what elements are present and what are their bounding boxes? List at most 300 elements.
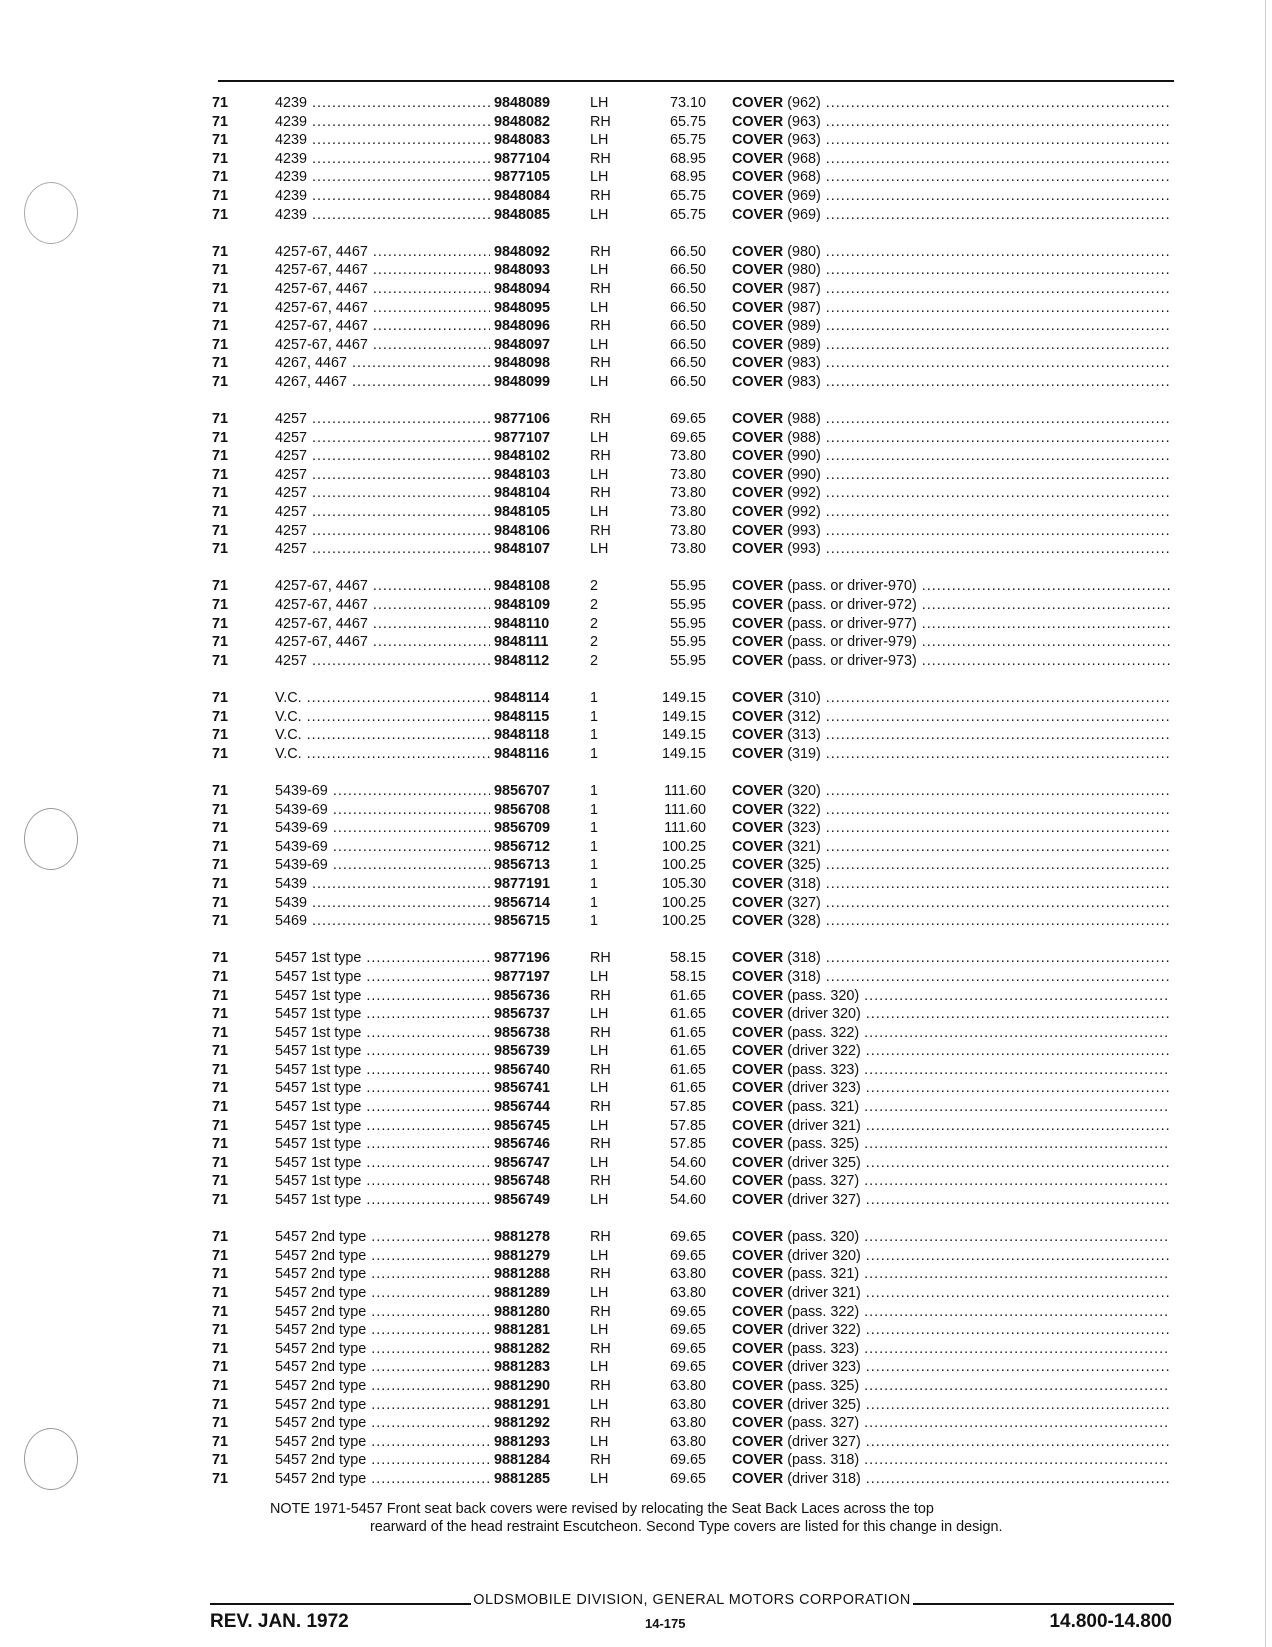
part-number: 9881289 bbox=[492, 1284, 584, 1303]
part-description bbox=[732, 299, 1170, 318]
side-or-quantity: 1 bbox=[590, 875, 599, 892]
body-style: 4239 ..... bbox=[275, 131, 490, 150]
part-description bbox=[732, 1042, 1170, 1061]
list-price: 66.50 bbox=[669, 262, 706, 279]
part-description bbox=[732, 503, 1170, 522]
part-description bbox=[732, 894, 1170, 913]
body-style: 4257-67, 4467 ..... bbox=[275, 633, 490, 652]
body-style: V.C. ..... bbox=[275, 726, 490, 745]
part-number: 9848097 bbox=[492, 336, 584, 355]
model-year: 71 bbox=[212, 411, 229, 428]
list-price: 69.65 bbox=[669, 1470, 706, 1487]
side-or-quantity: RH bbox=[590, 150, 611, 167]
part-number: 9856739 bbox=[492, 1042, 584, 1061]
body-style: 4257 ..... bbox=[275, 522, 490, 541]
part-description bbox=[732, 1358, 1170, 1377]
model-year: 71 bbox=[212, 1340, 229, 1357]
body-style: 5457 1st type ..... bbox=[275, 968, 490, 987]
body-style: 4257 ..... bbox=[275, 466, 490, 485]
list-price: 63.80 bbox=[669, 1396, 706, 1413]
side-or-quantity: RH bbox=[590, 1099, 611, 1116]
table-row bbox=[0, 1358, 1272, 1377]
group-spacer bbox=[0, 763, 1272, 782]
list-price: 149.15 bbox=[661, 708, 706, 725]
table-row bbox=[0, 484, 1272, 503]
part-trim-code: (driver 322) bbox=[787, 1043, 861, 1060]
model-year: 71 bbox=[212, 578, 229, 595]
table-row bbox=[0, 1247, 1272, 1266]
part-description bbox=[732, 1451, 1170, 1470]
part-trim-code: (driver 325) bbox=[787, 1396, 861, 1413]
table-row bbox=[0, 1098, 1272, 1117]
part-name: COVER bbox=[732, 968, 784, 985]
list-price: 73.80 bbox=[669, 541, 706, 558]
model-year: 71 bbox=[212, 950, 229, 967]
part-name: COVER bbox=[732, 1192, 784, 1209]
part-number: 9848106 bbox=[492, 522, 584, 541]
part-description bbox=[732, 1340, 1170, 1359]
part-description bbox=[732, 1024, 1170, 1043]
model-year: 71 bbox=[212, 299, 229, 316]
body-style: 4257-67, 4467 ..... bbox=[275, 577, 490, 596]
side-or-quantity: RH bbox=[590, 1061, 611, 1078]
list-price: 73.80 bbox=[669, 448, 706, 465]
list-price: 66.50 bbox=[669, 243, 706, 260]
model-year: 71 bbox=[212, 1192, 229, 1209]
part-number: 9848104 bbox=[492, 484, 584, 503]
body-style: V.C. ..... bbox=[275, 708, 490, 727]
part-name: COVER bbox=[732, 857, 784, 874]
part-name: COVER bbox=[732, 187, 784, 204]
list-price: 54.60 bbox=[669, 1173, 706, 1190]
body-style: 5457 1st type ..... bbox=[275, 987, 490, 1006]
list-price: 61.65 bbox=[669, 987, 706, 1004]
table-row bbox=[0, 373, 1272, 392]
model-year: 71 bbox=[212, 1322, 229, 1339]
table-row bbox=[0, 1451, 1272, 1470]
table-row bbox=[0, 1414, 1272, 1433]
part-description bbox=[732, 875, 1170, 894]
table-row bbox=[0, 1154, 1272, 1173]
part-number: 9877105 bbox=[492, 168, 584, 187]
body-style: 4239 ..... bbox=[275, 113, 490, 132]
list-price: 68.95 bbox=[669, 150, 706, 167]
list-price: 111.60 bbox=[664, 801, 706, 818]
list-price: 55.95 bbox=[669, 615, 706, 632]
part-description bbox=[732, 1433, 1170, 1452]
side-or-quantity: RH bbox=[590, 950, 611, 967]
table-row bbox=[0, 1433, 1272, 1452]
body-style: 4257-67, 4467 ..... bbox=[275, 317, 490, 336]
model-year: 71 bbox=[212, 243, 229, 260]
model-year: 71 bbox=[212, 1099, 229, 1116]
part-trim-code: (992) bbox=[787, 485, 821, 502]
body-style: 4257 ..... bbox=[275, 410, 490, 429]
table-row bbox=[0, 187, 1272, 206]
part-number: 9856746 bbox=[492, 1135, 584, 1154]
part-name: COVER bbox=[732, 373, 784, 390]
side-or-quantity: RH bbox=[590, 318, 611, 335]
table-row bbox=[0, 726, 1272, 745]
model-year: 71 bbox=[212, 541, 229, 558]
part-number: 9877104 bbox=[492, 150, 584, 169]
body-style: 4257-67, 4467 ..... bbox=[275, 615, 490, 634]
list-price: 73.80 bbox=[669, 522, 706, 539]
part-name: COVER bbox=[732, 243, 784, 260]
list-price: 100.25 bbox=[661, 913, 706, 930]
part-description bbox=[732, 1005, 1170, 1024]
part-trim-code: (pass. 321) bbox=[787, 1266, 860, 1283]
part-number: 9848112 bbox=[492, 652, 584, 671]
part-number: 9877106 bbox=[492, 410, 584, 429]
part-number: 9856747 bbox=[492, 1154, 584, 1173]
part-number: 9848093 bbox=[492, 261, 584, 280]
part-number: 9848094 bbox=[492, 280, 584, 299]
list-price: 66.50 bbox=[669, 318, 706, 335]
part-name: COVER bbox=[732, 1377, 784, 1394]
part-description bbox=[732, 94, 1170, 113]
part-trim-code: (driver 325) bbox=[787, 1154, 861, 1171]
part-number: 9877191 bbox=[492, 875, 584, 894]
part-trim-code: (993) bbox=[787, 541, 821, 558]
part-trim-code: (pass. 325) bbox=[787, 1377, 860, 1394]
part-description bbox=[732, 280, 1170, 299]
table-row bbox=[0, 447, 1272, 466]
part-trim-code: (pass. 320) bbox=[787, 987, 860, 1004]
part-number: 9848082 bbox=[492, 113, 584, 132]
part-description bbox=[732, 1284, 1170, 1303]
side-or-quantity: LH bbox=[590, 373, 609, 390]
side-or-quantity: 1 bbox=[590, 857, 599, 874]
part-name: COVER bbox=[732, 1396, 784, 1413]
table-row bbox=[0, 633, 1272, 652]
part-trim-code: (pass. 323) bbox=[787, 1061, 860, 1078]
list-price: 69.65 bbox=[669, 1452, 706, 1469]
revision-date: REV. JAN. 1972 bbox=[210, 1611, 349, 1632]
part-name: COVER bbox=[732, 1322, 784, 1339]
side-or-quantity: RH bbox=[590, 1377, 611, 1394]
side-or-quantity: 1 bbox=[590, 727, 599, 744]
part-description bbox=[732, 987, 1170, 1006]
part-name: COVER bbox=[732, 1024, 784, 1041]
table-row bbox=[0, 894, 1272, 913]
side-or-quantity: RH bbox=[590, 522, 611, 539]
body-style: 5439 ..... bbox=[275, 875, 490, 894]
part-name: COVER bbox=[732, 1340, 784, 1357]
side-or-quantity: RH bbox=[590, 1266, 611, 1283]
part-name: COVER bbox=[732, 1433, 784, 1450]
side-or-quantity: 2 bbox=[590, 634, 599, 651]
model-year: 71 bbox=[212, 1303, 229, 1320]
model-year: 71 bbox=[212, 1433, 229, 1450]
list-price: 63.80 bbox=[669, 1377, 706, 1394]
body-style: 4257-67, 4467 ..... bbox=[275, 243, 490, 262]
part-trim-code: (pass. 318) bbox=[787, 1452, 860, 1469]
part-number: 9856709 bbox=[492, 819, 584, 838]
list-price: 73.80 bbox=[669, 504, 706, 521]
side-or-quantity: LH bbox=[590, 1117, 609, 1134]
part-number: 9881284 bbox=[492, 1451, 584, 1470]
side-or-quantity: LH bbox=[590, 1192, 609, 1209]
list-price: 58.15 bbox=[669, 950, 706, 967]
list-price: 63.80 bbox=[669, 1415, 706, 1432]
body-style: 5457 2nd type ..... bbox=[275, 1396, 490, 1415]
model-year: 71 bbox=[212, 373, 229, 390]
part-name: COVER bbox=[732, 1061, 784, 1078]
table-row bbox=[0, 987, 1272, 1006]
side-or-quantity: 1 bbox=[590, 894, 599, 911]
table-row bbox=[0, 150, 1272, 169]
table-row bbox=[0, 1135, 1272, 1154]
body-style: 4257-67, 4467 ..... bbox=[275, 336, 490, 355]
part-trim-code: (driver 320) bbox=[787, 1006, 861, 1023]
model-year: 71 bbox=[212, 1359, 229, 1376]
body-style: 5457 1st type ..... bbox=[275, 1172, 490, 1191]
body-style: 4257 ..... bbox=[275, 484, 490, 503]
part-name: COVER bbox=[732, 690, 784, 706]
part-name: COVER bbox=[732, 1266, 784, 1283]
side-or-quantity: LH bbox=[590, 1396, 609, 1413]
part-trim-code: (328) bbox=[787, 913, 821, 930]
part-name: COVER bbox=[732, 1173, 784, 1190]
model-year: 71 bbox=[212, 355, 229, 372]
list-price: 111.60 bbox=[664, 820, 706, 837]
part-number: 9856707 bbox=[492, 782, 584, 801]
model-year: 71 bbox=[212, 1154, 229, 1171]
model-year: 71 bbox=[212, 820, 229, 837]
table-row bbox=[0, 429, 1272, 448]
body-style: 4267, 4467 ..... bbox=[275, 373, 490, 392]
table-row bbox=[0, 1377, 1272, 1396]
body-style: V.C. ..... bbox=[275, 689, 490, 708]
side-or-quantity: LH bbox=[590, 504, 609, 521]
part-name: COVER bbox=[732, 727, 784, 744]
part-number: 9848103 bbox=[492, 466, 584, 485]
part-name: COVER bbox=[732, 504, 784, 521]
body-style: 5457 1st type ..... bbox=[275, 1117, 490, 1136]
side-or-quantity: LH bbox=[590, 1154, 609, 1171]
part-number: 9856708 bbox=[492, 801, 584, 820]
part-number: 9848085 bbox=[492, 206, 584, 225]
side-or-quantity: RH bbox=[590, 113, 611, 130]
model-year: 71 bbox=[212, 448, 229, 465]
part-description bbox=[732, 726, 1170, 745]
model-year: 71 bbox=[212, 1061, 229, 1078]
part-description bbox=[732, 1303, 1170, 1322]
model-year: 71 bbox=[212, 1285, 229, 1301]
side-or-quantity: LH bbox=[590, 336, 609, 353]
part-number: 9856748 bbox=[492, 1172, 584, 1191]
table-row bbox=[0, 206, 1272, 225]
side-or-quantity: RH bbox=[590, 1303, 611, 1320]
model-year: 71 bbox=[212, 485, 229, 502]
body-style: 5439-69 ..... bbox=[275, 819, 490, 838]
table-row bbox=[0, 596, 1272, 615]
model-year: 71 bbox=[212, 1117, 229, 1134]
side-or-quantity: LH bbox=[590, 1433, 609, 1450]
part-description bbox=[732, 633, 1170, 652]
model-year: 71 bbox=[212, 913, 229, 930]
part-name: COVER bbox=[732, 485, 784, 502]
model-year: 71 bbox=[212, 1136, 229, 1153]
part-description bbox=[732, 1117, 1170, 1136]
part-name: COVER bbox=[732, 448, 784, 465]
part-description bbox=[732, 131, 1170, 150]
table-row bbox=[0, 1284, 1272, 1303]
part-trim-code: (driver 320) bbox=[787, 1247, 861, 1264]
model-year: 71 bbox=[212, 801, 229, 818]
part-description bbox=[732, 484, 1170, 503]
part-name: COVER bbox=[732, 1154, 784, 1171]
model-year: 71 bbox=[212, 652, 229, 669]
part-description bbox=[732, 1061, 1170, 1080]
table-row bbox=[0, 577, 1272, 596]
part-number: 9856740 bbox=[492, 1061, 584, 1080]
model-year: 71 bbox=[212, 1229, 229, 1246]
part-number: 9877107 bbox=[492, 429, 584, 448]
model-year: 71 bbox=[212, 708, 229, 725]
list-price: 73.80 bbox=[669, 485, 706, 502]
side-or-quantity: LH bbox=[590, 132, 609, 149]
part-description bbox=[732, 856, 1170, 875]
side-or-quantity: RH bbox=[590, 1173, 611, 1190]
part-number: 9856714 bbox=[492, 894, 584, 913]
body-style: 5469 ..... bbox=[275, 912, 490, 931]
part-description bbox=[732, 652, 1170, 671]
table-row bbox=[0, 1172, 1272, 1191]
part-number: 9848089 bbox=[492, 94, 584, 113]
part-name: COVER bbox=[732, 1303, 784, 1320]
list-price: 61.65 bbox=[669, 1006, 706, 1023]
part-name: COVER bbox=[732, 652, 784, 669]
model-year: 71 bbox=[212, 987, 229, 1004]
part-description bbox=[732, 1377, 1170, 1396]
part-name: COVER bbox=[732, 1136, 784, 1153]
part-trim-code: (993) bbox=[787, 522, 821, 539]
part-number: 9881278 bbox=[492, 1228, 584, 1247]
group-spacer bbox=[0, 1210, 1272, 1229]
side-or-quantity: LH bbox=[590, 541, 609, 558]
body-style: 5457 2nd type ..... bbox=[275, 1228, 490, 1247]
part-trim-code: (327) bbox=[787, 894, 821, 911]
body-style: 5439-69 ..... bbox=[275, 838, 490, 857]
part-name: COVER bbox=[732, 1099, 784, 1116]
list-price: 63.80 bbox=[669, 1433, 706, 1450]
model-year: 71 bbox=[212, 504, 229, 521]
part-number: 9881282 bbox=[492, 1340, 584, 1359]
side-or-quantity: LH bbox=[590, 968, 609, 985]
part-trim-code: (990) bbox=[787, 466, 821, 483]
footer-rule-right bbox=[913, 1603, 1174, 1605]
part-name: COVER bbox=[732, 1080, 784, 1097]
model-year: 71 bbox=[212, 113, 229, 130]
list-price: 69.65 bbox=[669, 1359, 706, 1376]
part-name: COVER bbox=[732, 634, 784, 651]
part-number: 9881281 bbox=[492, 1321, 584, 1340]
table-row bbox=[0, 708, 1272, 727]
list-price: 61.65 bbox=[669, 1024, 706, 1041]
part-number: 9881285 bbox=[492, 1470, 584, 1489]
list-price: 55.95 bbox=[669, 597, 706, 614]
body-style: 4239 ..... bbox=[275, 187, 490, 206]
part-trim-code: (320) bbox=[787, 782, 821, 799]
part-description bbox=[732, 1135, 1170, 1154]
part-description bbox=[732, 615, 1170, 634]
model-year: 71 bbox=[212, 857, 229, 874]
part-name: COVER bbox=[732, 615, 784, 632]
table-row bbox=[0, 261, 1272, 280]
part-trim-code: (963) bbox=[787, 113, 821, 130]
part-number: 9848114 bbox=[492, 689, 584, 708]
group-spacer bbox=[0, 559, 1272, 578]
part-name: COVER bbox=[732, 1043, 784, 1060]
table-row bbox=[0, 1191, 1272, 1210]
model-year: 71 bbox=[212, 690, 229, 706]
model-year: 71 bbox=[212, 336, 229, 353]
side-or-quantity: RH bbox=[590, 1136, 611, 1153]
part-trim-code: (313) bbox=[787, 727, 821, 744]
part-number: 9848109 bbox=[492, 596, 584, 615]
part-trim-code: (driver 323) bbox=[787, 1080, 861, 1097]
part-description bbox=[732, 466, 1170, 485]
list-price: 111.60 bbox=[664, 782, 706, 799]
list-price: 69.65 bbox=[669, 1340, 706, 1357]
list-price: 57.85 bbox=[669, 1099, 706, 1116]
list-price: 61.65 bbox=[669, 1043, 706, 1060]
part-name: COVER bbox=[732, 913, 784, 930]
part-trim-code: (983) bbox=[787, 355, 821, 372]
table-row bbox=[0, 652, 1272, 671]
model-year: 71 bbox=[212, 1024, 229, 1041]
model-year: 71 bbox=[212, 782, 229, 799]
table-row bbox=[0, 912, 1272, 931]
list-price: 65.75 bbox=[669, 206, 706, 223]
model-year: 71 bbox=[212, 1006, 229, 1023]
body-style: 4257 ..... bbox=[275, 429, 490, 448]
list-price: 66.50 bbox=[669, 299, 706, 316]
part-description bbox=[732, 819, 1170, 838]
side-or-quantity: LH bbox=[590, 1470, 609, 1487]
part-number: 9856736 bbox=[492, 987, 584, 1006]
part-description bbox=[732, 243, 1170, 262]
part-trim-code: (988) bbox=[787, 429, 821, 446]
body-style: 5457 1st type ..... bbox=[275, 1061, 490, 1080]
part-name: COVER bbox=[732, 1247, 784, 1264]
part-description bbox=[732, 150, 1170, 169]
part-trim-code: (pass. 327) bbox=[787, 1415, 860, 1432]
model-year: 71 bbox=[212, 1470, 229, 1487]
part-name: COVER bbox=[732, 745, 784, 762]
part-description bbox=[732, 912, 1170, 931]
model-year: 71 bbox=[212, 132, 229, 149]
part-name: COVER bbox=[732, 801, 784, 818]
note-first-line: NOTE 1971-5457 Front seat back covers were revised by relocating the Seat Back Laces across the top bbox=[270, 1501, 934, 1517]
list-price: 69.65 bbox=[669, 411, 706, 428]
group-spacer bbox=[0, 931, 1272, 950]
part-name: COVER bbox=[732, 150, 784, 167]
list-price: 68.95 bbox=[669, 169, 706, 186]
part-trim-code: (968) bbox=[787, 150, 821, 167]
list-price: 100.25 bbox=[661, 838, 706, 855]
body-style: 5457 1st type ..... bbox=[275, 949, 490, 968]
model-year: 71 bbox=[212, 522, 229, 539]
table-row bbox=[0, 466, 1272, 485]
side-or-quantity: 1 bbox=[590, 708, 599, 725]
list-price: 57.85 bbox=[669, 1117, 706, 1134]
part-name: COVER bbox=[732, 782, 784, 799]
part-trim-code: (318) bbox=[787, 968, 821, 985]
body-style: V.C. ..... bbox=[275, 745, 490, 764]
